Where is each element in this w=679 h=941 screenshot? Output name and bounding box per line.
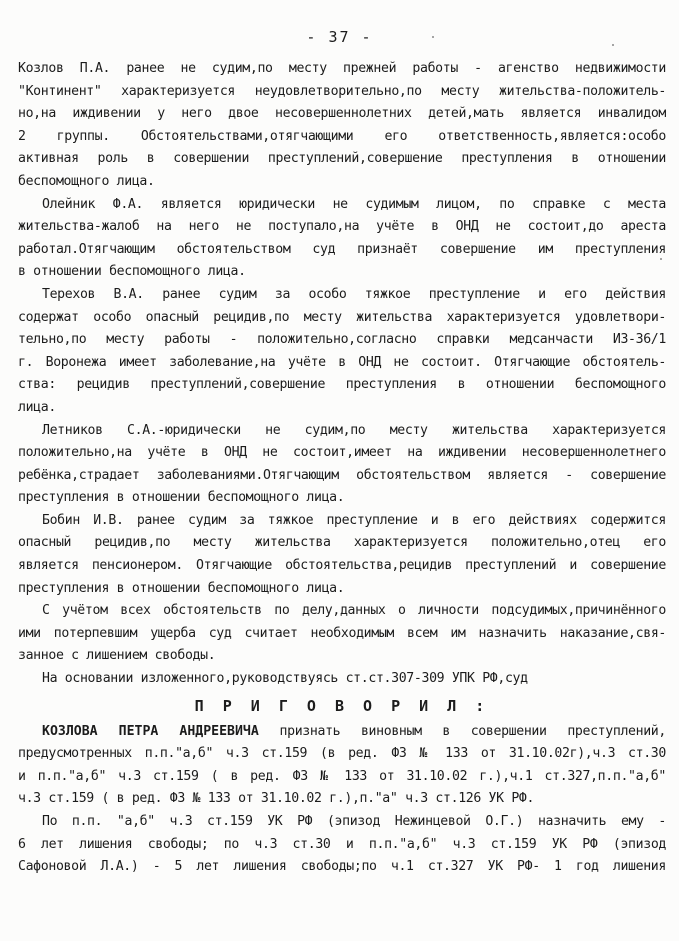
text-line: ства: рецидив преступлений,совершение преступления в отношении беспомощного (18, 377, 666, 393)
text-line: По п.п. "а,б" ч.3 ст.159 УК РФ (эпизод Нежинцевой О.Г.) назначить ему - (42, 814, 666, 829)
text-line: Бобин И.В. ранее судим за тяжкое преступление и в его действиях содержится (42, 512, 666, 528)
text-line: занное с лишением свободы. (18, 648, 216, 664)
text-line: беспомощного лица. (18, 173, 155, 189)
text-line: Терехов В.А. ранее судим за особо тяжкое преступление и его действия (42, 286, 666, 302)
scan-speck (612, 44, 614, 46)
paragraphs (18, 58, 666, 691)
text-line: работал.Отягчающим обстоятельством суд признаёт совершение им преступления (18, 241, 666, 257)
scan-speck (660, 258, 662, 260)
text-line: и п.п."а,б" ч.3 ст.159 ( в ред. ФЗ № 133 от 31.10.02 г.),ч.1 ст.327,п.п."а,б" (18, 768, 666, 784)
text-line: Летников С.А.-юридически не судим,по месту жительства характеризуется (42, 422, 666, 438)
text-line: ими потерпевшим ущерба суд считает необходимым всем им назначить наказание,свя- (18, 625, 666, 641)
text-line: ч.3 ст.159 ( в ред. ФЗ № 133 от 31.10.02 г.),п."а" ч.3 ст.126 УК РФ. (18, 791, 535, 807)
text-line: лица. (18, 399, 56, 415)
text-line: 6 лет лишения свободы; по ч.3 ст.30 и п.п."а,б" ч.3 ст.159 УК РФ (эпизод (18, 836, 666, 852)
text-line: положительно,на учёте в ОНД не состоит,имеет на иждивении несовершеннолетнего (18, 445, 666, 461)
verdict-paragraphs (18, 743, 666, 879)
text-line: в отношении беспомощного лица. (18, 264, 246, 280)
text-line: тельно,по месту работы - положительно,согласно справки медсанчасти ИЗ-36/1 (18, 332, 666, 348)
text-line: ребёнка,страдает заболеваниями.Отягчающим обстоятельством является - совершение (18, 467, 666, 483)
text-line: активная роль в совершении преступлений,совершение преступления в отношении (18, 151, 666, 167)
scan-speck (432, 36, 434, 38)
verdict-first-line-rest: признать виновным в совершении преступлений, (258, 723, 666, 739)
text-line: преступления в отношении беспомощного лица. (18, 490, 345, 506)
text-line: опасный рецидив,по месту жительства характеризуется положительно,отец его (18, 535, 666, 551)
text-line: содержат особо опасный рецидив,по месту жительства характеризуется удовлетвори- (18, 309, 666, 325)
page-number: - 37 - (306, 28, 373, 46)
text-line: Сафоновой Л.А.) - 5 лет лишения свободы;по ч.1 ст.327 УК РФ- 1 год лишения (18, 859, 666, 875)
text-line: С учётом всех обстоятельств по делу,данных о личности подсудимых,причинённого (42, 603, 666, 619)
text-line: предусмотренных п.п."а,б" ч.3 ст.159 (в ред. ФЗ № 133 от 31.10.02г),ч.3 ст.30 (18, 746, 666, 762)
text-line: 2 группы. Обстоятельствами,отягчающими его ответственность,является:особо (18, 128, 666, 144)
text-line: преступления в отношении беспомощного лица. (18, 580, 345, 596)
text-line: На основании изложенного,руководствуясь ст.ст.307-309 УПК РФ,суд (42, 671, 528, 687)
text-line: жительства-жалоб на него не поступало,на учёте в ОНД не состоит,до ареста (18, 219, 666, 235)
verdict-heading: П Р И Г О В О Р И Л : (194, 696, 490, 715)
text-line: Олейник Ф.А. является юридически не судимым лицом, по справке с места (42, 196, 666, 212)
verdict-first-line (18, 721, 666, 744)
text-line: Козлов П.А. ранее не судим,по месту прежней работы - агенство недвижимости (18, 61, 666, 76)
text-line: г. Воронежа имеет заболевание,на учёте в ОНД не состоит. Отягчающие обстоятель- (18, 354, 666, 370)
document-body (18, 58, 666, 879)
defendant-name: КОЗЛОВА ПЕТРА АНДРЕЕВИЧА (42, 723, 259, 739)
text-line: "Континент" характеризуется неудовлетворительно,по месту жительства-положитель- (18, 83, 666, 99)
text-line: является пенсионером. Отягчающие обстоятельства,рецидив преступлений и совершение (18, 558, 666, 574)
text-line: но,на иждивении у него двое несовершеннолетних детей,мать является инвалидом (18, 106, 666, 122)
